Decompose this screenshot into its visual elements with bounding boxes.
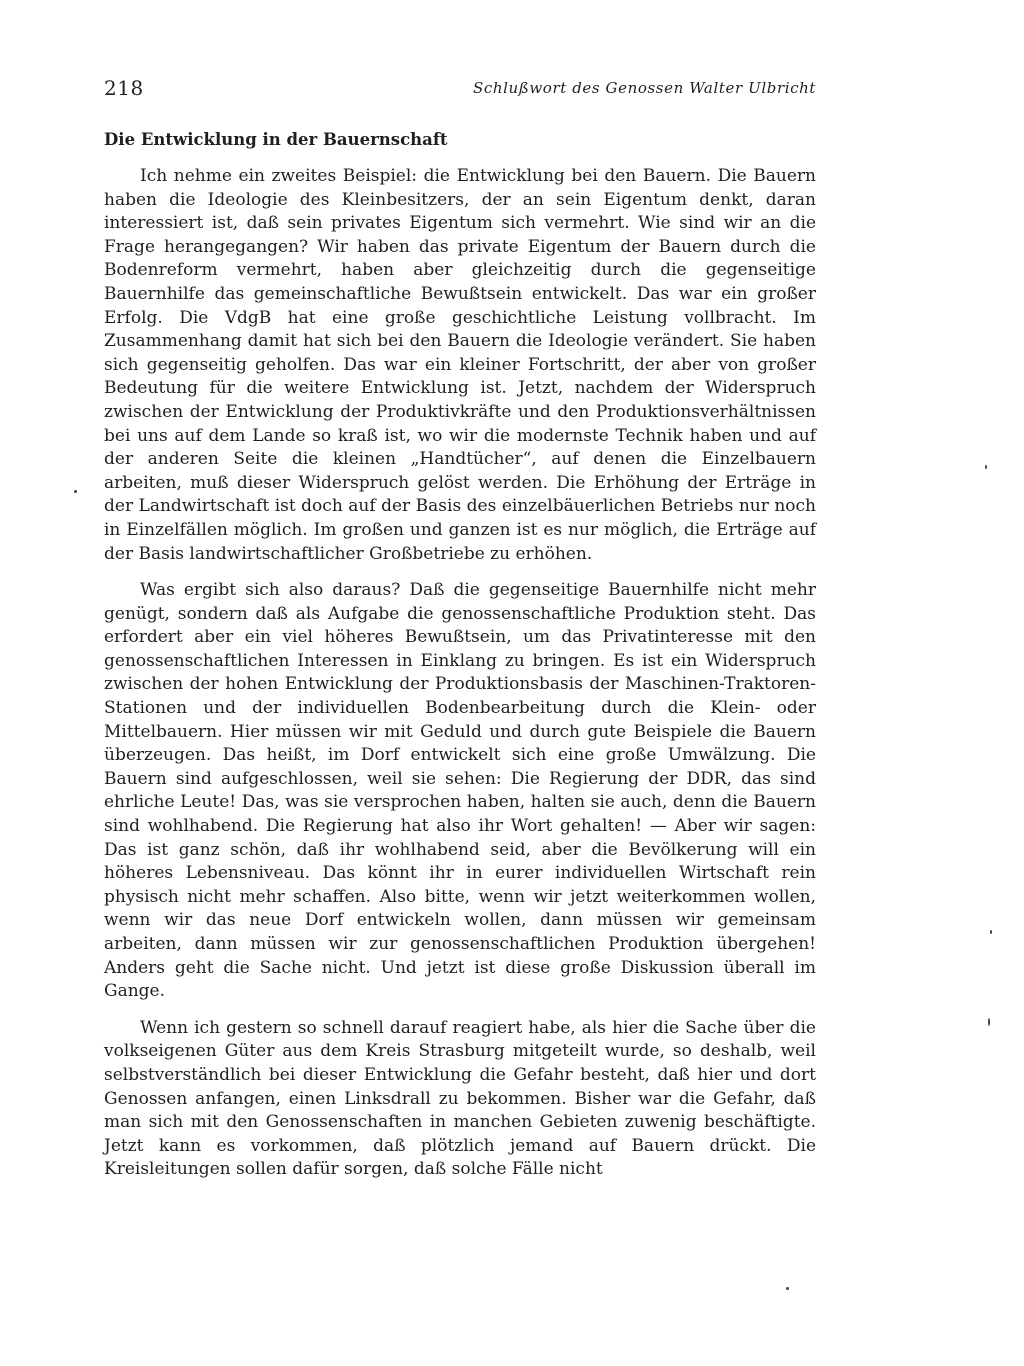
scan-speck bbox=[786, 1287, 789, 1290]
paragraph-3: Wenn ich gestern so schnell darauf reagiert habe, als hier die Sache über die volkseigenen Güter aus dem Kreis Strasburg mitgeteilt wurde, so deshalb, weil selbstverständlich bei dieser Entwicklung die Gefahr besteht, daß hier und dort Genossen anfangen, einen Linksdrall zu bekommen. Bisher war die Gefahr, daß man sich mit den Genossenschaften in manchen Gebieten zuwenig beschäftigte. Jetzt kann es vorkommen, daß plötzlich jemand auf Bauern drückt. Die Kreisleitungen sollen dafür sorgen, daß solche Fälle nicht bbox=[104, 1017, 816, 1180]
section-heading: Die Entwicklung in der Bauernschaft bbox=[104, 130, 448, 149]
paragraph-2: Was ergibt sich also daraus? Daß die gegenseitige Bauernhilfe nicht mehr genügt, sondern daß als Aufgabe die genossenschaftliche Produktion steht. Das erfordert aber ein viel höheres Bewußtsein, um das Privatinteresse mit den genossenschaftlichen Interessen in Einklang zu bringen. Es ist ein Widerspruch zwischen der hohen Entwicklung der Produktionsbasis der Maschinen-Traktoren-Stationen und der individuellen Bodenbearbeitung durch die Klein- oder Mittelbauern. Hier müssen wir mit Geduld und durch gute Beispiele die Bauern überzeugen. Das heißt, im Dorf entwickelt sich eine große Umwälzung. Die Bauern sind aufgeschlossen, weil sie sehen: Die Regierung der DDR, das sind ehrliche Leute! Das, was sie versprochen haben, halten sie auch, denn die Bauern sind wohlhabend. Die Regierung hat also ihr Wort gehalten! — Aber wir sagen: Das ist ganz schön, daß ihr wohlhabend seid, aber die Bevölkerung will ein höheres Lebensniveau. Das könnt ihr in eurer individuellen Wirtschaft rein physisch nicht mehr schaffen. Also bitte, wenn wir jetzt weiterkommen wollen, wenn wir das neue Dorf entwickeln wollen, dann müssen wir gemeinsam arbeiten, dann müssen wir zur genossenschaftlichen Produktion übergehen! Anders geht die Sache nicht. Und jetzt ist diese große Diskussion überall im Gange. bbox=[104, 580, 816, 1002]
scan-speck bbox=[74, 490, 77, 493]
scan-speck bbox=[985, 465, 987, 469]
scan-speck bbox=[990, 930, 992, 934]
scan-speck bbox=[988, 1018, 990, 1026]
running-title: Schlußwort des Genossen Walter Ulbricht bbox=[472, 79, 816, 97]
page-number: 218 bbox=[104, 76, 144, 100]
page-body bbox=[104, 128, 816, 1195]
page-header bbox=[104, 76, 816, 106]
paragraph-1: Ich nehme ein zweites Beispiel: die Entwicklung bei den Bauern. Die Bauern haben die Ideologie des Kleinbesitzers, der an sein Eigentum denkt, daran interessiert ist, daß sein privates Eigentum sich vermehrt. Wie sind wir an die Frage herangegangen? Wir haben das private Eigentum der Bauern durch die Bodenreform vermehrt, haben aber gleichzeitig durch die gegenseitige Bauernhilfe das gemeinschaftliche Bewußtsein entwickelt. Das war ein großer Erfolg. Die VdgB hat eine große geschichtliche Leistung vollbracht. Im Zusammenhang damit hat sich bei den Bauern die Ideologie verändert. Sie haben sich gegenseitig geholfen. Das war ein kleiner Fortschritt, der aber von großer Bedeutung für die weitere Entwicklung ist. Jetzt, nachdem der Widerspruch zwischen der Entwicklung der Produktivkräfte und den Produktionsverhältnissen bei uns auf dem Lande so kraß ist, wo wir die modernste Technik haben und auf der anderen Seite die kleinen „Handtücher“, auf denen die Einzelbauern arbeiten, muß dieser Widerspruch gelöst werden. Die Erhöhung der Erträge in der Landwirtschaft ist doch auf der Basis des einzelbäuerlichen Betriebs nur noch in Einzelfällen möglich. Im großen und ganzen ist es nur möglich, die Erträge auf der Basis landwirtschaftlicher Großbetriebe zu erhöhen. bbox=[104, 166, 816, 564]
